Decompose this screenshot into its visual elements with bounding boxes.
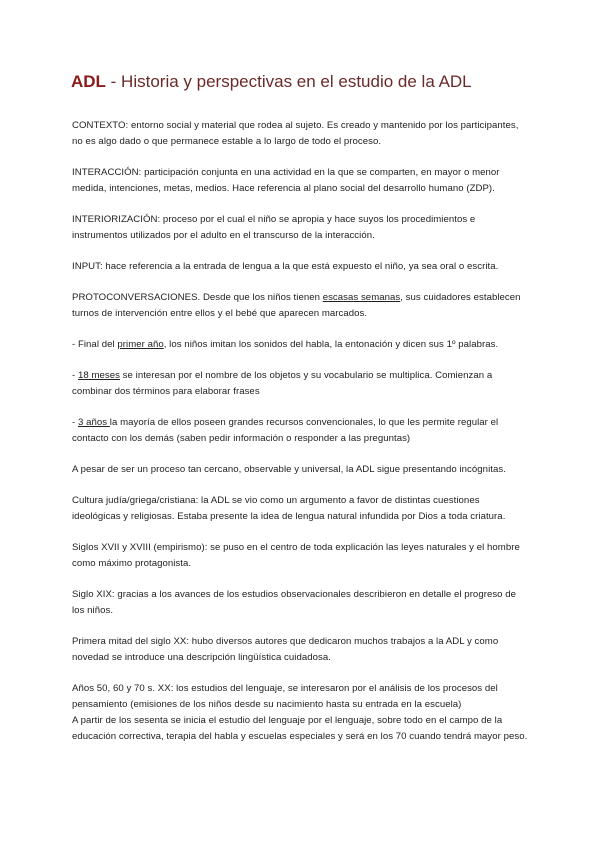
- anos-text-b: la mayoría de ellos poseen grandes recursos convencionales, lo que les permite regular el contacto con los demás (saben pedir información o responder a las preguntas): [72, 417, 499, 444]
- paragraph-contexto: CONTEXTO: entorno social y material que rodea al sujeto. Es creado y mantenido por los participantes, no es algo dado o que permanece estable a lo largo de todo el proceso.: [72, 120, 519, 147]
- page-title: [71, 72, 571, 92]
- anos-text-a: -: [72, 417, 78, 428]
- meses-underlined: 18 meses: [77, 370, 120, 381]
- proto-underlined: escasas semanas: [322, 292, 401, 303]
- proto-text-b: , sus cuidadores establecen turnos de intervención entre ellos y el bebé que aparecen marcados.: [72, 292, 521, 319]
- paragraph-protoconversaciones: [72, 290, 528, 322]
- paragraph-a-pesar: A pesar de ser un proceso tan cercano, observable y universal, la ADL sigue presentando incógnitas.: [72, 464, 506, 475]
- paragraph-3-anos: [72, 415, 528, 447]
- meses-text-a: -: [72, 370, 78, 381]
- paragraph-interiorizacion: INTERIORIZACIÓN: proceso por el cual el niño se apropia y hace suyos los procedimientos e instrumentos utilizados por el adulto en el transcurso de la interacción.: [72, 214, 476, 241]
- anos-underlined: 3 años: [77, 417, 110, 428]
- final-text-a: - Final del: [72, 339, 118, 350]
- paragraph-cultura: Cultura judía/griega/cristiana: la ADL se vio como un argumento a favor de distintas cuestiones ideológicas y religiosas. Estaba presente la idea de lengua natural infundida por Dios a toda criatura.: [72, 495, 506, 522]
- meses-text-b: se interesan por el nombre de los objetos y su vocabulario se multiplica. Comienzan a combinar dos términos para elaborar frases: [72, 370, 493, 397]
- title-adl: ADL: [71, 72, 106, 91]
- final-text-b: , los niños imitan los sonidos del habla, la entonación y dicen sus 1º palabras.: [163, 339, 499, 350]
- document-body: [72, 118, 528, 760]
- final-underlined: primer año: [117, 339, 164, 350]
- paragraph-primera-mitad: Primera mitad del siglo XX: hubo diversos autores que dedicaron muchos trabajos a la ADL y como novedad se introduce una descripción lingüística cuidadosa.: [72, 636, 499, 663]
- paragraph-interaccion: INTERACCIÓN: participación conjunta en una actividad en la que se comparten, en mayor o menor medida, intenciones, metas, medios. Hace referencia al plano social del desarrollo humano (ZDP).: [72, 167, 500, 194]
- paragraph-final-primer-ano: [72, 337, 528, 353]
- paragraph-a-partir-sesenta: A partir de los sesenta se inicia el estudio del lenguaje por el lenguaje, sobre todo en el campo de la educación correctiva, terapia del habla y escuelas especiales y será en los 70 cuando tendrá mayor peso.: [72, 715, 528, 742]
- title-text: - Historia y perspectivas en el estudio de la ADL: [105, 72, 472, 91]
- proto-text-a: PROTOCONVERSACIONES. Desde que los niños tienen: [72, 292, 323, 303]
- paragraph-18-meses: [72, 368, 528, 400]
- paragraph-input: INPUT: hace referencia a la entrada de lengua a la que está expuesto el niño, ya sea oral o escrita.: [72, 261, 499, 272]
- paragraph-siglos-xvii-xviii: Siglos XVII y XVIII (empirismo): se puso en el centro de toda explicación las leyes naturales y el hombre como máximo protagonista.: [72, 542, 520, 569]
- paragraph-anos-50-60-70: Años 50, 60 y 70 s. XX: los estudios del lenguaje, se interesaron por el análisis de los procesos del pensamiento (emisiones de los niños desde su nacimiento hasta su entrada en la escuela): [72, 683, 498, 710]
- paragraph-siglo-xix: Siglo XIX: gracias a los avances de los estudios observacionales describieron en detalle el progreso de los niños.: [72, 589, 517, 616]
